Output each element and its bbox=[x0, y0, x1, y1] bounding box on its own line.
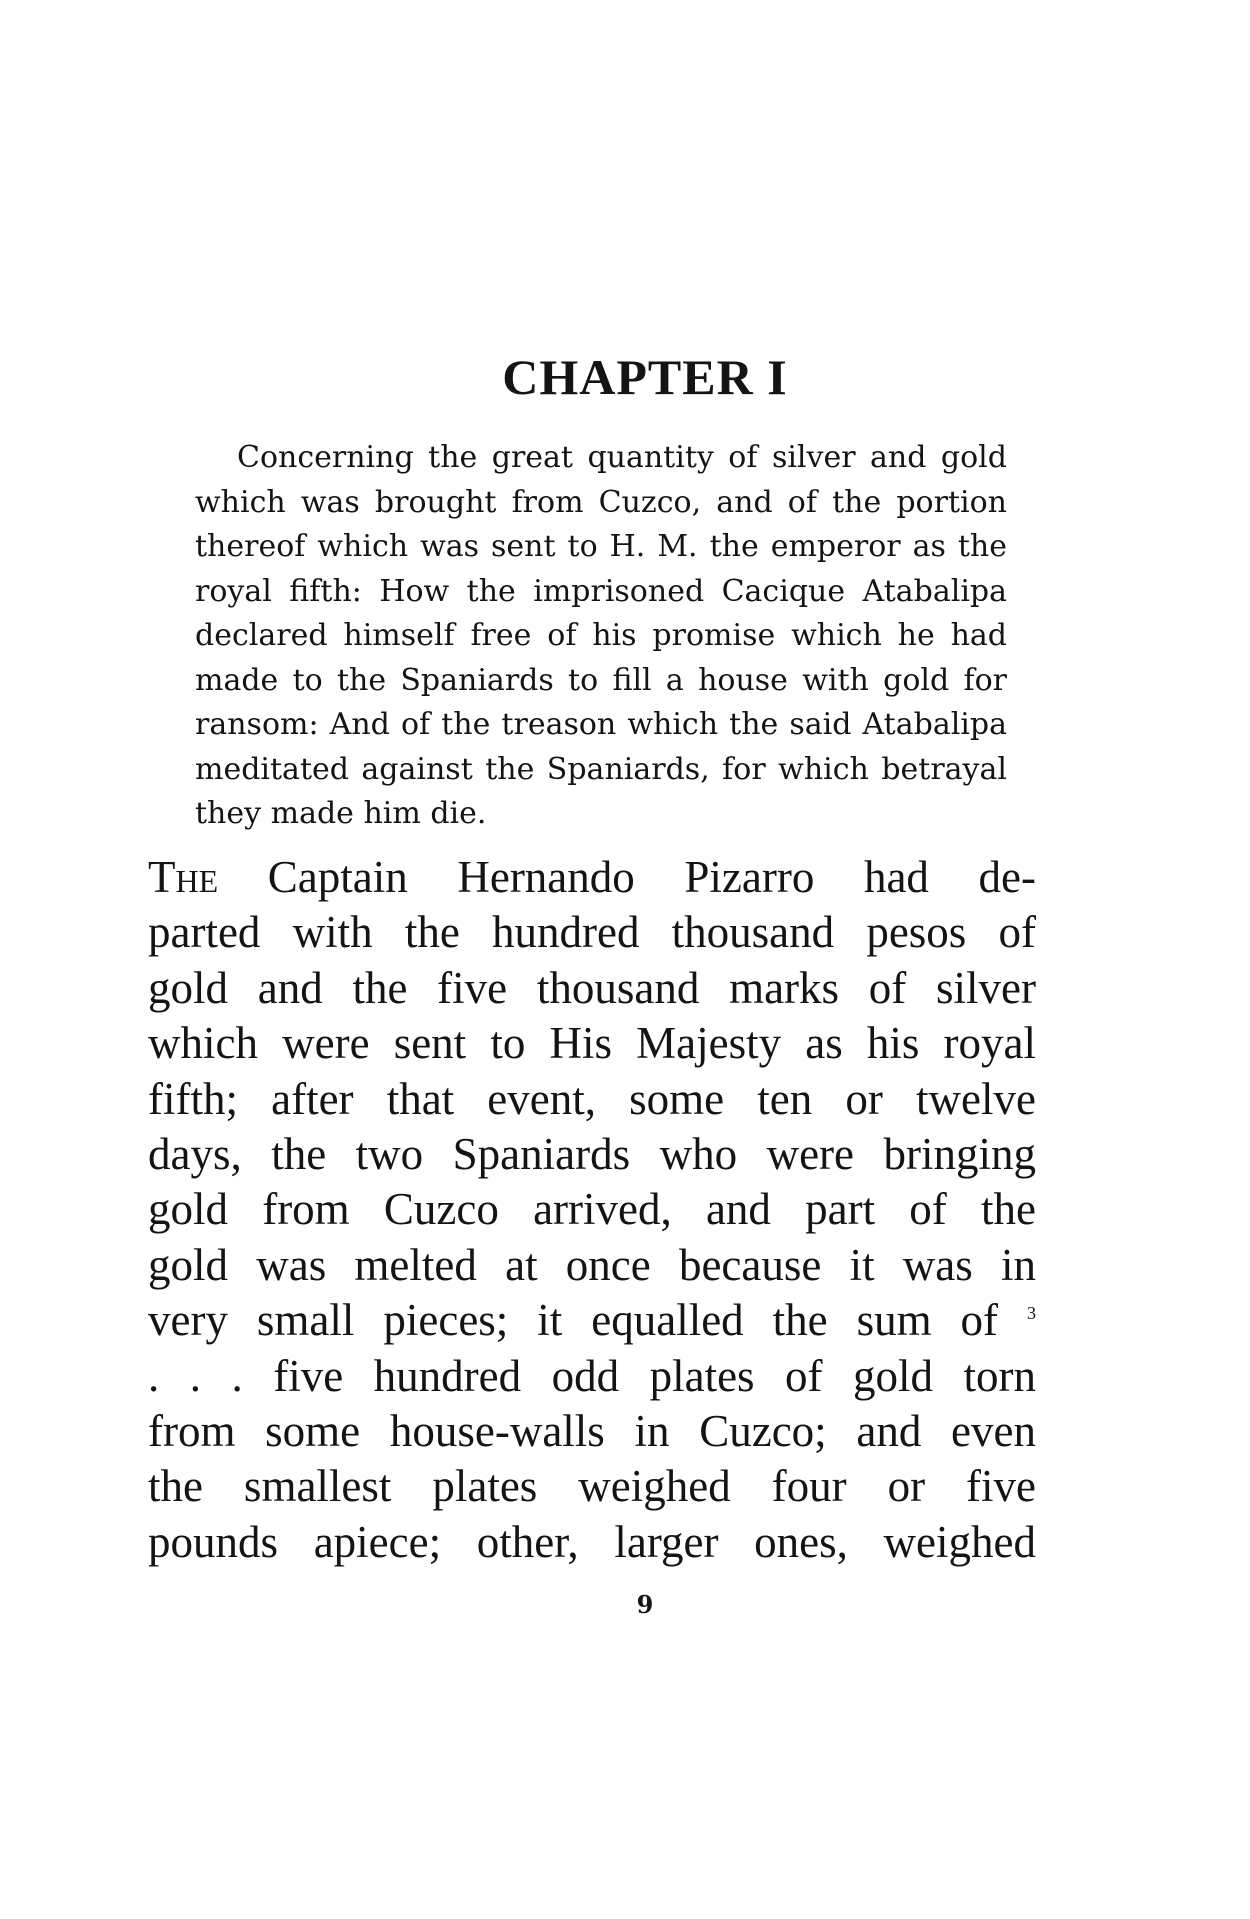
body-line: parted with the hundred thousand pesos of bbox=[148, 907, 1036, 958]
body-line: gold and the five thousand marks of silver bbox=[148, 962, 1036, 1013]
chapter-title: CHAPTER I bbox=[502, 349, 788, 405]
body-line: the smallest plates weighed four or five bbox=[148, 1461, 1036, 1512]
body-line: which were sent to His Majesty as his royal bbox=[148, 1018, 1036, 1069]
body-line: . . . five hundred odd plates of gold torn bbox=[148, 1350, 1036, 1401]
body-line: pounds apiece; other, larger ones, weighed bbox=[148, 1516, 1036, 1567]
chapter-summary: Concerning the great quantity of silver and gold which was brought from Cuzco, and of the portion thereof which was sent to H. M. the emperor as the royal fifth: How the imprisoned Cacique Atabalipa declared himself free of his promise which he had made to the Spaniards to fill a house with gold for ransom: And of the treason which the said Atabalipa meditated against the Spaniards, for which betrayal they made him die. bbox=[195, 440, 1007, 831]
footnote-marker: 3 bbox=[1027, 1303, 1037, 1324]
body-line-text: Captain Hernando Pizarro had de- bbox=[218, 852, 1036, 902]
lead-word: The bbox=[148, 852, 219, 902]
body-line bbox=[148, 1293, 1036, 1348]
page-number: 9 bbox=[636, 1590, 654, 1619]
body-line: from some house-walls in Cuzco; and even bbox=[148, 1406, 1036, 1457]
body-paragraph bbox=[148, 850, 1036, 1570]
body-line-text: very small pieces; it equalled the sum of bbox=[148, 1295, 999, 1346]
body-line: fifth; after that event, some ten or twelve bbox=[148, 1073, 1036, 1124]
body-line: gold was melted at once because it was in bbox=[148, 1239, 1036, 1290]
body-line bbox=[148, 850, 1036, 905]
body-line: gold from Cuzco arrived, and part of the bbox=[148, 1184, 1036, 1235]
body-line: days, the two Spaniards who were bringing bbox=[148, 1129, 1036, 1180]
